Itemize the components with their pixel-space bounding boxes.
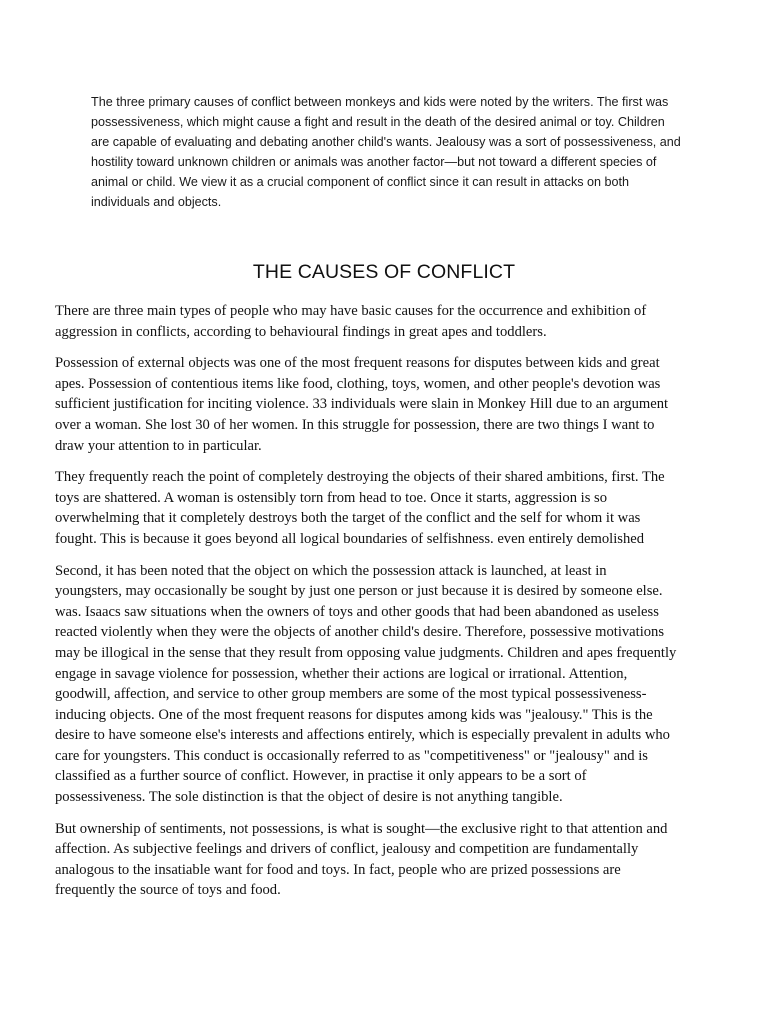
section-body: [55, 301, 677, 912]
body-paragraph: Possession of external objects was one of the most frequent reasons for disputes between kids and great apes. Possession of contentious items like food, clothing, toys, women, and other people's devotion was sufficient justification for inciting violence. 33 individuals were slain in Monkey Hill due to an argument over a woman. She lost 30 of her women. In this struggle for possession, there are two things I want to draw your attention to in particular.: [55, 355, 669, 454]
body-paragraph: Second, it has been noted that the object on which the possession attack is launched, at least in youngsters, may occasionally be sought by just one person or just because it is desired by someone else. was. Isaacs saw situations when the owners of toys and other goods that had been abandoned as useless reacted violently when they were the objects of another child's desire. Therefore, possessive motivations may be illogical in the sense that they result from opposing value judgments. Children and apes frequently engage in savage violence for possession, whether their actions are logical or irrational. Attention, goodwill, affection, and service to other group members are some of the most typical possessiveness-inducing objects. One of the most frequent reasons for disputes among kids was "jealousy." This is the desire to have someone else's interests and affections entirely, which is especially prevalent in adults who care for youngsters. This conduct is occasionally referred to as "competitiveness" or "jealousy" and is classified as a further source of conflict. However, in practise it only appears to be a sort of possessiveness. The sole distinction is that the object of desire is not anything tangible.: [55, 562, 677, 806]
body-paragraph: They frequently reach the point of completely destroying the objects of their shared ambitions, first. The toys are shattered. A woman is ostensibly torn from head to toe. Once it starts, aggression is so overwhelming that it completely destroys both the target of the conflict and the self for whom it was fought. This is because it goes beyond all logical boundaries of selfishness. even entirely demolished: [55, 469, 665, 547]
body-paragraph: There are three main types of people who may have basic causes for the occurrence and exhibition of aggression in conflicts, according to behavioural findings in great apes and toddlers.: [55, 303, 647, 340]
section-title: THE CAUSES OF CONFLICT: [252, 261, 516, 283]
body-paragraph: But ownership of sentiments, not possessions, is what is sought—the exclusive right to that attention and affection. As subjective feelings and drivers of conflict, jealousy and competition are fundamentally analogous to the insatiable want for food and toys. In fact, people who are prized possessions are frequently the source of toys and food.: [55, 820, 668, 899]
intro-paragraph: The three primary causes of conflict between monkeys and kids were noted by the writers. The first was possessiveness, which might cause a fight and result in the death of the desired animal or toy. Children are capable of evaluating and debating another child's wants. Jealousy was a sort of possessiveness, and hostility toward unknown children or animals was another factor—but not toward a different species of animal or child. We view it as a crucial component of conflict since it can result in attacks on both individuals and objects.: [91, 95, 681, 210]
